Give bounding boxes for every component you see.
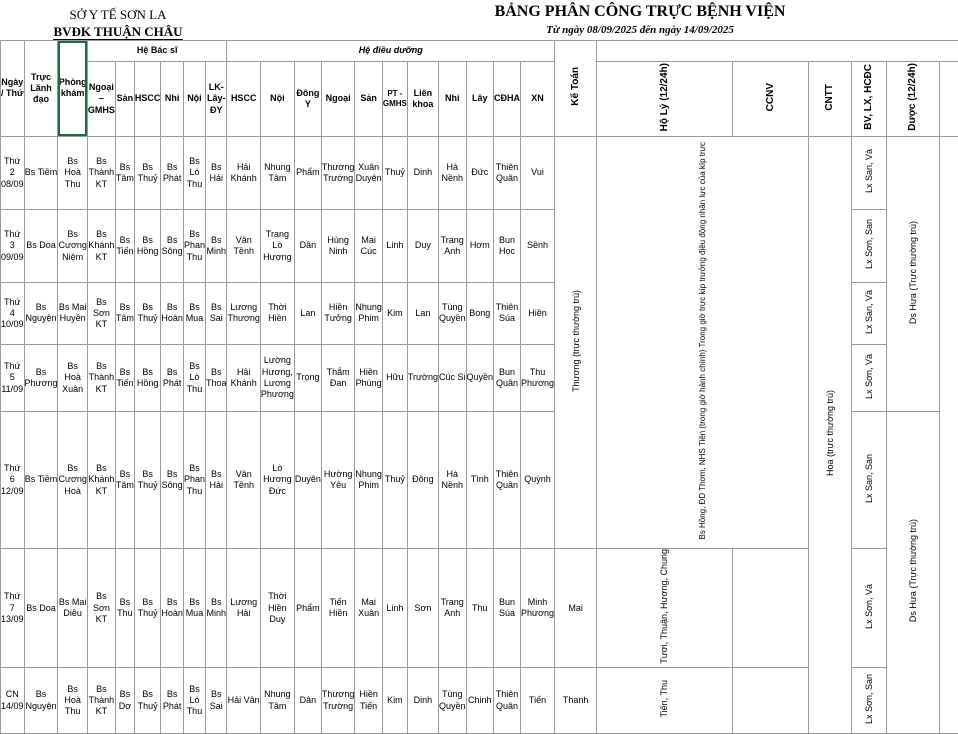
col-header-kip-pt [940, 62, 958, 137]
cell-nurse: Hùng Ninh [321, 209, 354, 282]
group-header-residents [597, 41, 958, 62]
cell-nurse [407, 668, 438, 734]
col-header-nurse-anesthesia: PT - GMHS [382, 62, 407, 137]
cell-doctor: Bs Sông [161, 209, 184, 282]
document-header [0, 0, 958, 40]
cell-nurse: Bun Học [494, 209, 521, 282]
cell-leader: Bs Doa [24, 209, 58, 282]
cell-doctor [134, 668, 161, 734]
cell-nurse: Lò Hương Đức [260, 411, 294, 548]
cell-bv: Lx San, Và [851, 282, 887, 344]
cell-nurse: Lường Hương, Lương Phương [260, 344, 294, 411]
col-header-accountant: Kế Toán [554, 41, 596, 137]
cell-nurse: Thuỷ [382, 411, 407, 548]
cell-doctor: Bs Thuỷ [134, 282, 161, 344]
cell-nurse: Tình [466, 411, 494, 548]
cell-doctor [87, 668, 115, 734]
cell-clinic: Bs Mai Huyền [58, 282, 87, 344]
cell-nurse: Kim [382, 282, 407, 344]
cell-nurse: Hà Nềnh [438, 136, 466, 209]
cell-nurse: Nhung Phim [355, 282, 383, 344]
col-header-doc-pediatrics: Nhi [161, 62, 184, 137]
cell-nurse: Thiên Quân [494, 136, 521, 209]
cell-doctor [205, 549, 227, 668]
hospital-name: BVĐK THUẬN CHÂU [38, 24, 198, 40]
cell-nurse: Quyền [466, 344, 494, 411]
col-header-ccnv: CCNV [732, 62, 809, 137]
cell-nurse: Thời Hiền [260, 282, 294, 344]
cell-doctor [205, 668, 227, 734]
cell-nurse [260, 549, 294, 668]
cell-doctor [134, 549, 161, 668]
cell-nurse [321, 549, 354, 668]
col-header-nurse-pediatrics: Nhi [438, 62, 466, 137]
cell-doctor: Bs Phát [161, 136, 184, 209]
cell-doctor: Bs Thành KT [87, 136, 115, 209]
col-header-doc-internal: Nội [183, 62, 205, 137]
cell-doctor: Bs Khánh KT [87, 209, 115, 282]
cell-nurse: Trang Anh [438, 209, 466, 282]
cell-nurse [227, 668, 260, 734]
col-header-doc-surgery: Ngoại – GMHS [87, 62, 115, 137]
cell-kip-pt-merged [940, 136, 958, 733]
col-header-nurse-traditional: Đông Y [294, 62, 321, 137]
col-header-leader: Trực Lãnh đạo [24, 41, 58, 137]
date-range: Từ ngày 08/09/2025 đến ngày 14/09/2025 [430, 24, 850, 36]
cell-day: Thứ 3 09/09 [1, 209, 25, 282]
cell-nurse [355, 668, 383, 734]
cell-nurse: Thuỷ [382, 136, 407, 209]
cell-doctor: Bs Hồng [134, 209, 161, 282]
organization-name: SỞ Y TẾ SƠN LA [38, 7, 198, 23]
cell-duoc-bottom: Ds Hưa (Trực thường trú) [887, 411, 940, 733]
cell-nurse: Hường Yêu [321, 411, 354, 548]
cell-day: Thứ 4 10/09 [1, 282, 25, 344]
cell-doctor [161, 549, 184, 668]
cell-nurse: Vui [521, 136, 555, 209]
cell-nurse: Dinh [407, 136, 438, 209]
cell-doctor: Bs Tâm [115, 411, 134, 548]
cell-nurse: Nhung Phim [355, 411, 383, 548]
col-header-nurse-joint: Liên khoa [407, 62, 438, 137]
cell-nurse: Hiền Tưởng [321, 282, 354, 344]
cell-doctor [115, 668, 134, 734]
cell-leader: Bs Nguyện [24, 282, 58, 344]
cell-nurse [494, 549, 521, 668]
col-header-nurse-infectious: Lây [466, 62, 494, 137]
cell-nurse: Thương Trường [321, 136, 354, 209]
col-header-holy: Hộ Lý (12/24h) [597, 62, 732, 137]
cell-leader: Bs Tiềm [24, 411, 58, 548]
col-header-nurse-imaging: CĐHA [494, 62, 521, 137]
cell-nurse [521, 668, 555, 734]
group-header-doctors: Hệ Bác sĩ [87, 41, 227, 62]
cell-bv: Lx Sơn, Và [851, 344, 887, 411]
col-header-cntt: CNTT [809, 62, 851, 137]
cell-doctor: Bs Hải [205, 136, 227, 209]
cell-doctor: Bs Minh [205, 209, 227, 282]
col-header-day: Ngày / Thứ [1, 41, 25, 137]
cell-nurse: Xuân Duyên [355, 136, 383, 209]
col-header-nurse-lab: XN [521, 62, 555, 137]
cell-nurse: Duyên [294, 411, 321, 548]
cell-holy-merged: Bs Hồng, ĐD Thơm, NHS Tiền (trong giờ hành chính) Trong giờ trực kíp trưởng điều động nhân lực của kíp trực [597, 136, 809, 548]
cell-clinic [58, 668, 87, 734]
col-header-duoc: Dược (12/24h) [887, 62, 940, 137]
cell-bv: Lx San, Và [851, 136, 887, 209]
cell-nurse: Lan [294, 282, 321, 344]
cell-nurse: Đông [407, 411, 438, 548]
cell-doctor: Bs Tiến [115, 344, 134, 411]
cell-bv [851, 668, 887, 734]
cell-nurse: Nhung Tâm [260, 136, 294, 209]
cell-nurse: Quỳnh [521, 411, 555, 548]
cell-leader [24, 668, 58, 734]
cell-nurse: Linh [382, 209, 407, 282]
cell-nurse: Hà Nềnh [438, 411, 466, 548]
cell-day: Thứ 6 12/09 [1, 411, 25, 548]
col-header-doc-obstetrics: Sản [115, 62, 134, 137]
cell-nurse: Tùng Quyền [438, 282, 466, 344]
col-header-bv: BV, LX, HCĐC [851, 62, 887, 137]
cell-doctor [115, 549, 134, 668]
column-header-row [1, 62, 958, 137]
cell-nurse [438, 668, 466, 734]
cell-holy [597, 549, 732, 668]
cell-doctor: Bs Tiến [115, 209, 134, 282]
cell-doctor: Bs Tâm [115, 282, 134, 344]
cell-nurse: Lương Thương [227, 282, 260, 344]
cell-doctor: Bs Thành KT [87, 344, 115, 411]
cell-nurse: Thiên Súa [494, 282, 521, 344]
cell-nurse: Dân [294, 209, 321, 282]
cell-clinic: Bs Hoà Thu [58, 136, 87, 209]
cell-holy [597, 668, 732, 734]
cell-doctor: Bs Phan Thu [183, 209, 205, 282]
col-header-nurse-obstetrics: Sản [355, 62, 383, 137]
cell-nurse: Hải Khánh [227, 344, 260, 411]
cell-nurse: Bun Quân [494, 344, 521, 411]
cell-nurse [494, 668, 521, 734]
cell-nurse: Hơm [466, 209, 494, 282]
cell-doctor [183, 549, 205, 668]
cell-doctor: Bs Hoàn [161, 282, 184, 344]
cell-doctor: Bs Phan Thu [183, 411, 205, 548]
cell-doctor: Bs Mua [183, 282, 205, 344]
cell-bv: Lx Sơn, San [851, 209, 887, 282]
cell-duoc-top: Ds Hưa (Trực thường trú) [887, 136, 940, 411]
cell-doctor: Bs Tâm [115, 136, 134, 209]
cell-nurse: Hiền Phúng [355, 344, 383, 411]
cell-day [1, 549, 25, 668]
cell-nurse: Lan [407, 282, 438, 344]
cell-holy-empty [732, 549, 809, 668]
cell-doctor: Bs Sai [205, 282, 227, 344]
cell-leader: Bs Tiềm [24, 136, 58, 209]
cell-nurse [355, 549, 383, 668]
cell-nurse: Duy [407, 209, 438, 282]
cell-nurse [294, 549, 321, 668]
cell-doctor: Bs Sơn KT [87, 282, 115, 344]
cell-nurse [260, 668, 294, 734]
cell-nurse [407, 549, 438, 668]
cell-doctor: Bs Sông [161, 411, 184, 548]
cell-nurse: Trang Lò Hương [260, 209, 294, 282]
duty-roster-table [0, 40, 958, 734]
cell-nurse: Thắm Đan [321, 344, 354, 411]
col-header-clinic[interactable]: Phòng khám [58, 41, 87, 137]
cell-doctor: Bs Thuỷ [134, 136, 161, 209]
cell-day: Thứ 2 08/09 [1, 136, 25, 209]
cell-day: Thứ 5 11/09 [1, 344, 25, 411]
cell-bv: Lx San, San [851, 411, 887, 548]
cell-doctor: Bs Hải [205, 411, 227, 548]
cell-nurse [382, 549, 407, 668]
col-header-nurse-internal: Nội [260, 62, 294, 137]
cell-nurse [227, 549, 260, 668]
cell-nurse: Hữu [382, 344, 407, 411]
col-header-nurse-surgery: Ngoại [321, 62, 354, 137]
cell-nurse: Trọng [294, 344, 321, 411]
col-header-nurse-icu: HSCC [227, 62, 260, 137]
cell-nurse: Vân Tềnh [227, 411, 260, 548]
cell-nurse: Bong [466, 282, 494, 344]
cell-day [1, 668, 25, 734]
cell-nurse: Thiên Quân [494, 411, 521, 548]
cell-nurse: Cúc Si [438, 344, 466, 411]
cell-doctor: Bs Thoa [205, 344, 227, 411]
cell-nurse: Vân Tềnh [227, 209, 260, 282]
cell-leader: Bs Phương [24, 344, 58, 411]
cell-clinic [58, 549, 87, 668]
cell-nurse [466, 668, 494, 734]
cell-accountant [554, 549, 596, 668]
cell-doctor: Bs Phát [161, 344, 184, 411]
cell-nurse: Sềnh [521, 209, 555, 282]
cell-doctor [161, 668, 184, 734]
cell-ccnv-merged: Hoa (trực thường trú) [809, 136, 851, 733]
cell-holy-empty [732, 668, 809, 734]
cell-clinic: Bs Cương Hoà [58, 411, 87, 548]
cell-doctor: Bs Thuỷ [134, 411, 161, 548]
page-title: BẢNG PHÂN CÔNG TRỰC BỆNH VIỆN [430, 3, 850, 21]
cell-doctor: Bs Lò Thu [183, 136, 205, 209]
cell-clinic: Bs Hoà Xuân [58, 344, 87, 411]
cell-nurse: Trường [407, 344, 438, 411]
cell-nurse: Đức [466, 136, 494, 209]
cell-doctor: Bs Hồng [134, 344, 161, 411]
cell-doctor [183, 668, 205, 734]
table-row [1, 136, 958, 209]
cell-nurse: Hiền [521, 282, 555, 344]
col-header-doc-icu: HSCC [134, 62, 161, 137]
cell-nurse [382, 668, 407, 734]
cell-nurse [521, 549, 555, 668]
cell-nurse [321, 668, 354, 734]
cell-bv [851, 549, 887, 668]
cell-leader [24, 549, 58, 668]
cell-doctor: Bs Lò Thu [183, 344, 205, 411]
cell-clinic: Bs Cương Niệm [58, 209, 87, 282]
cell-nurse [294, 668, 321, 734]
cell-nurse: Phẩm [294, 136, 321, 209]
cell-accountant [554, 668, 596, 734]
col-header-doc-infectious: LK-Lây-ĐY [205, 62, 227, 137]
cell-nurse: Thu Phương [521, 344, 555, 411]
cell-nurse [438, 549, 466, 668]
cell-doctor [87, 549, 115, 668]
cell-accountant-merged: Thương (trực thường trú) [554, 136, 596, 548]
cell-doctor: Bs Khánh KT [87, 411, 115, 548]
cell-nurse [466, 549, 494, 668]
cell-nurse: Hải Khánh [227, 136, 260, 209]
cell-nurse: Mai Cúc [355, 209, 383, 282]
group-header-nurses: Hệ điều dưỡng [227, 41, 555, 62]
